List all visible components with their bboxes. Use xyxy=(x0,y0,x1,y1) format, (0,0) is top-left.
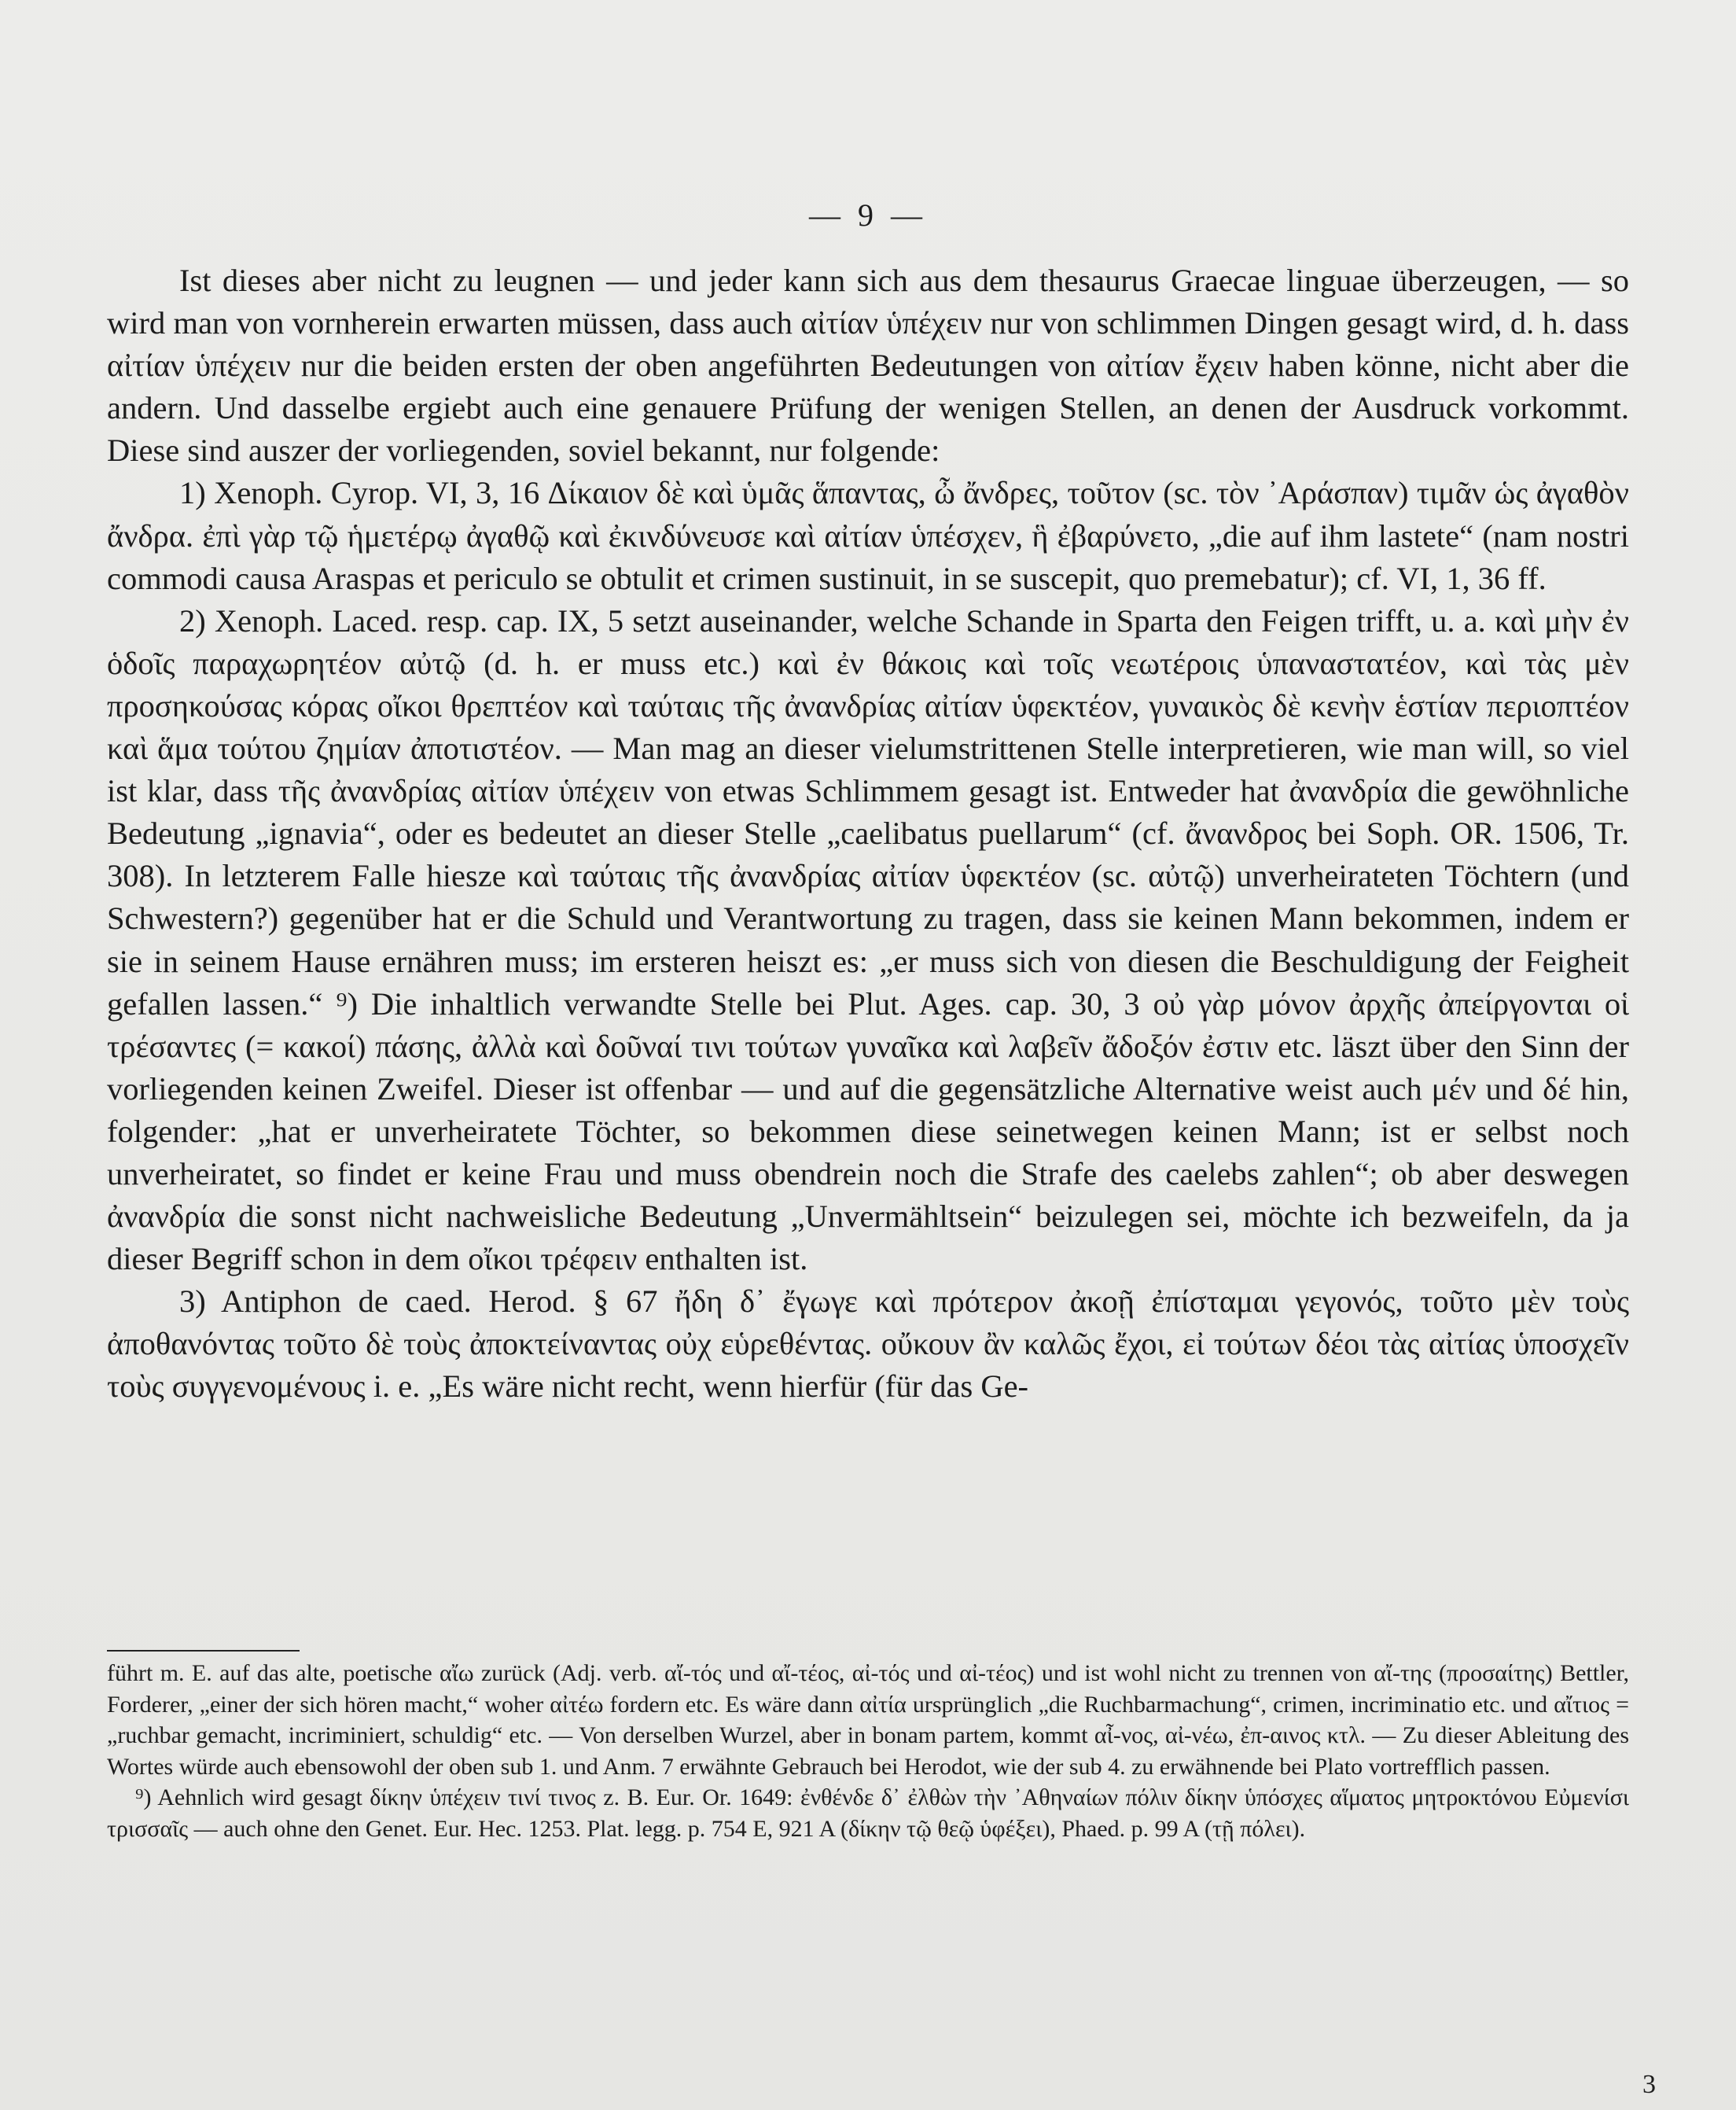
paragraph: 1) Xenoph. Cyrop. VI, 3, 16 Δίκαιον δὲ καὶ ὑμᾶς ἅπαντας, ὦ ἄνδρες, τοῦτον (sc. τὸν ᾿Αράσπαν) τιμᾶν ὡς ἀγαθὸν ἄνδρα. ἐπὶ γὰρ τῷ ἡμετέρῳ ἀγαθῷ καὶ ἐκινδύνευσε καὶ αἰτίαν ὑπέσχεν, ἣ ἐβαρύνετο, „die auf ihm lastete“ (nam nostri commodi causa Araspas et periculo se obtulit et crimen sustinuit, in se suscepit, quo premebatur); cf. VI, 1, 36 ff. xyxy=(107,475,1629,596)
footnote-divider xyxy=(107,1650,300,1652)
signature-mark: 3 xyxy=(1642,2070,1656,2099)
footnote-continuation: führt m. E. auf das alte, poetische αἴω zurück (Adj. verb. αἴ-τός und αἴ-τέος, αἰ-τός und αἰ-τέος) und ist wohl nicht zu trennen von αἴ-της (προσαίτης) Bettler, Forderer, „einer der sich hören macht,“ woher αἰτέω fordern etc. Es wäre dann αἰτία ursprünglich „die Ruchbarmachung“, crimen, incriminatio etc. und αἴτιος = „ruchbar gemacht, incriminiert, schuldig“ etc. — Von derselben Wurzel, aber in bonam partem, kommt αἶ-νος, αἰ-νέω, ἐπ-αινος κτλ. — Zu dieser Ableitung des Wortes würde auch ebensowohl der oben sub 1. und Anm. 7 erwähnte Gebrauch bei Herodot, wie der sub 4. zu erwähnende bei Plato vortrefflich passen. xyxy=(107,1660,1629,1780)
page-number: — 9 — xyxy=(809,197,927,233)
main-text xyxy=(107,260,1629,1409)
paragraph: 3) Antiphon de caed. Herod. § 67 ἤδη δ᾿ ἔγωγε καὶ πρότερον ἀκοῇ ἐπίσταμαι γεγονός, τοῦτο μὲν τοὺς ἀποθανόντας τοῦτο δὲ τοὺς ἀποκτείναντας οὐχ εὑρεθέντας. οὔκουν ἂν καλῶς ἔχοι, εἰ τούτων δέοι τὰς αἰτίας ὑποσχεῖν τοὺς συγγενομένους i. e. „Es wäre nicht recht, wenn hierfür (für das Ge- xyxy=(107,1283,1629,1405)
footnotes xyxy=(107,1658,1629,1845)
paragraph: Ist dieses aber nicht zu leugnen — und jeder kann sich aus dem thesaurus Graecae linguae überzeugen, — so wird man von vornherein erwarten müssen, dass auch αἰτίαν ὑπέχειν nur von schlimmen Dingen gesagt wird, d. h. dass αἰτίαν ὑπέχειν nur die beiden ersten der oben angeführten Bedeutungen von αἰτίαν ἔχειν haben könne, nicht aber die andern. Und dasselbe ergiebt auch eine genauere Prüfung der wenigen Stellen, an denen der Ausdruck vorkommt. Diese sind auszer der vorliegenden, soviel bekannt, nur folgende: xyxy=(107,263,1629,469)
footnote-9: ⁹) Aehnlich wird gesagt δίκην ὑπέχειν τινί τινος z. B. Eur. Or. 1649: ἐνθένδε δ᾿ ἐλθὼν τὴν ᾿Αθηναίων πόλιν δίκην ὑπόσχες αἵματος μητροκτόνου Εὐμενίσι τρισσαῖς — auch ohne den Genet. Eur. Hec. 1253. Plat. legg. p. 754 E, 921 A (δίκην τῷ θεῷ ὑφέξει), Phaed. p. 99 A (τῇ πόλει). xyxy=(107,1784,1629,1842)
paragraph: 2) Xenoph. Laced. resp. cap. IX, 5 setzt auseinander, welche Schande in Sparta den Feigen trifft, u. a. καὶ μὴν ἐν ὁδοῖς παραχωρητέον αὐτῷ (d. h. er muss etc.) καὶ ἐν θάκοις καὶ τοῖς νεωτέροις ὑπαναστατέον, καὶ τὰς μὲν προσηκούσας κόρας οἴκοι θρεπτέον καὶ ταύταις τῆς ἀνανδρίας αἰτίαν ὑφεκτέον, γυναικὸς δὲ κενὴν ἑστίαν περιοπτέον καὶ ἅμα τούτου ζημίαν ἀποτιστέον. — Man mag an dieser vielumstrittenen Stelle interpretieren, wie man will, so viel ist klar, dass τῆς ἀνανδρίας αἰτίαν ὑπέχειν von etwas Schlimmem gesagt ist. Entweder hat ἀνανδρία die gewöhnliche Bedeutung „ignavia“, oder es bedeutet an dieser Stelle „caelibatus puellarum“ (cf. ἄνανδρος bei Soph. OR. 1506, Tr. 308). In letzterem Falle hiesze καὶ ταύταις τῆς ἀνανδρίας αἰτίαν ὑφεκτέον (sc. αὐτῷ) unverheirateten Töchtern (und Schwestern?) gegenüber hat er die Schuld und Verantwortung zu tragen, dass sie keinen Mann bekommen, indem er sie in seinem Hause ernähren muss; im ersteren heiszt es: „er muss sich von diesen die Beschuldigung der Feigheit gefallen lassen.“ ⁹) Die inhaltlich verwandte Stelle bei Plut. Ages. cap. 30, 3 οὐ γὰρ μόνον ἀρχῆς ἀπείργονται οἱ τρέσαντες (= κακοί) πάσης, ἀλλὰ καὶ δοῦναί τινι τούτων γυναῖκα καὶ λαβεῖν ἄδοξόν ἐστιν etc. läszt über den Sinn der vorliegenden keinen Zweifel. Dieser ist offenbar — und auf die gegensätzliche Alternative weist auch μέν und δέ hin, folgender: „hat er unverheiratete Töchter, so bekommen diese seinetwegen keinen Mann; ist er selbst noch unverheiratet, so findet er keine Frau und muss obendrein noch die Strafe des caelebs zahlen“; ob aber deswegen ἀνανδρία die sonst nicht nachweisliche Bedeutung „Unvermähltsein“ beizulegen sei, möchte ich bezweifeln, da ja dieser Begriff schon in dem οἴκοι τρέφειν enthalten ist. xyxy=(107,602,1629,1277)
